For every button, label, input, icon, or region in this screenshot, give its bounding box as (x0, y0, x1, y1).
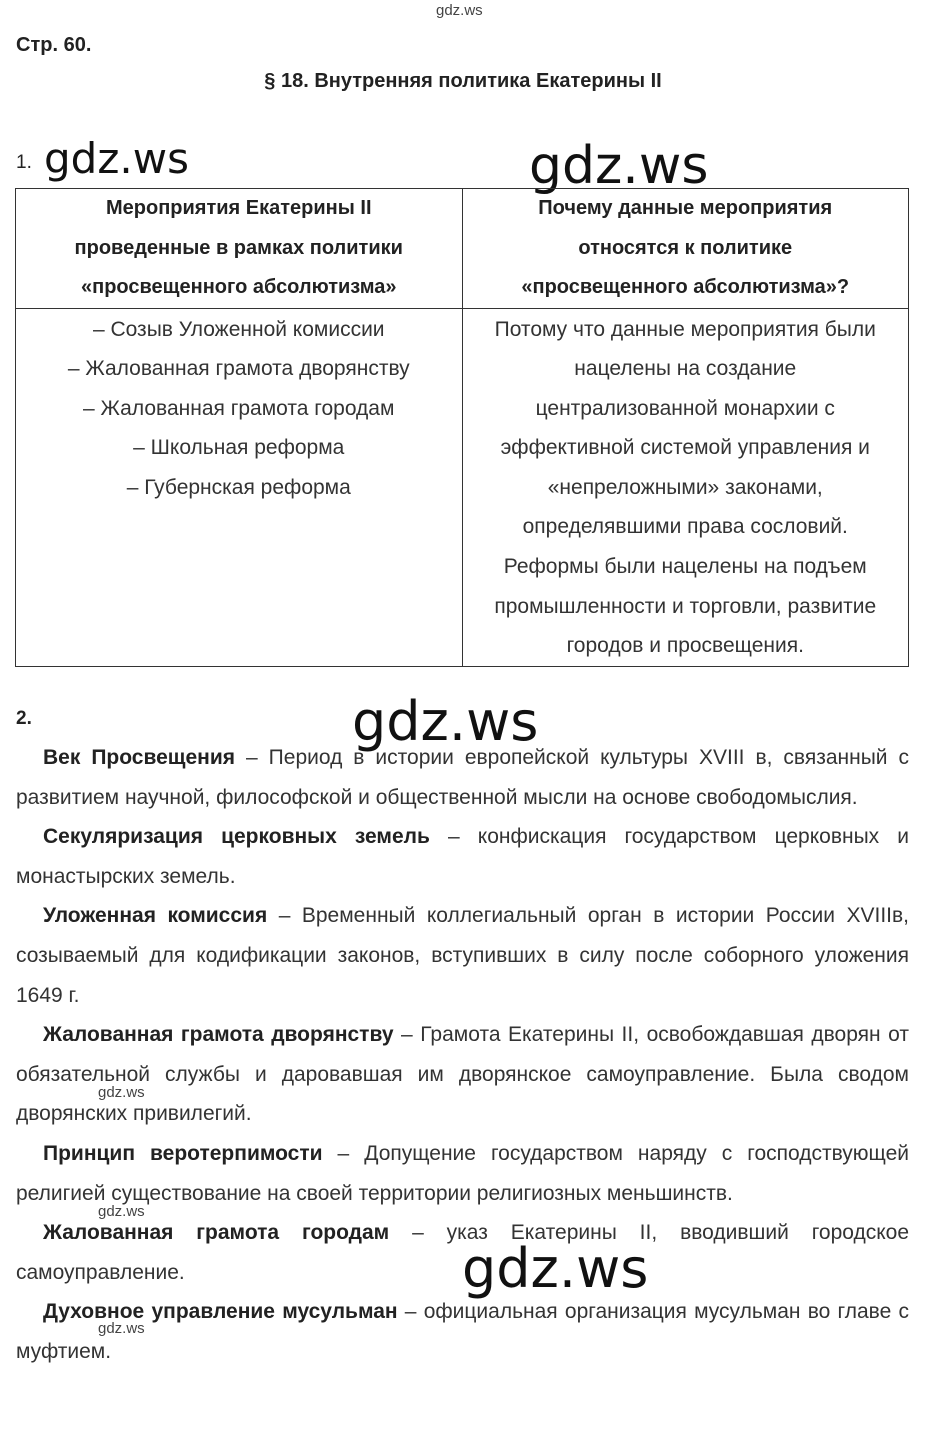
definition (16, 896, 909, 1015)
definition (16, 1292, 909, 1371)
explanation-line: централизованной монархии с (535, 396, 835, 420)
header-line: Мероприятия Екатерины II (105, 197, 372, 219)
definition-text: – Временный коллегиальный орган в истории России XVIIIв, созываемый для кодификации законов, вступивших в силу после соборного уложения 1649 г. (16, 904, 910, 1007)
measures-table (15, 188, 909, 667)
definition (16, 1134, 909, 1213)
watermark-large: gdz.ws (529, 136, 709, 196)
definition-term: Жалованная грамота городам (43, 1221, 390, 1245)
table-header-row (16, 189, 909, 309)
measures-cell (16, 308, 463, 666)
watermark-large: gdz.ws (462, 1237, 649, 1300)
list-item: – Школьная реформа (133, 436, 345, 460)
watermark-small: gdz.ws (98, 1320, 145, 1337)
section-title: § 18. Внутренняя политика Екатерины II (264, 70, 662, 92)
definition (16, 738, 909, 817)
explanation-line: городов и просвещения. (566, 634, 804, 658)
page-number: Стр. 60. (16, 34, 92, 56)
explanation-line: определявшими права сословий. (522, 515, 848, 539)
header-line: относятся к политике (578, 236, 793, 259)
explanation-line: промышленности и торговли, развитие (494, 594, 877, 618)
table-row (16, 308, 909, 666)
table-header-cell (16, 189, 463, 309)
watermark-large: gdz.ws (352, 690, 539, 753)
list-item: – Жалованная грамота городам (83, 396, 395, 420)
header-line: «просвещенного абсолютизма»? (521, 276, 850, 298)
list-item: – Созыв Уложенной комиссии (92, 317, 385, 341)
list-item: – Жалованная грамота дворянству (67, 357, 410, 381)
header-line: «просвещенного абсолютизма» (80, 276, 397, 298)
definition-text: – Период в истории европейской культуры XVIII в, связанный с развитием научной, философской и общественной мысли на основе свободомыслия. (16, 746, 910, 809)
task-number: 2. (16, 708, 32, 729)
list-item: – Губернская реформа (126, 475, 351, 499)
watermark-small: gdz.ws (98, 1084, 145, 1101)
explanation-line: Реформы были нацелены на подъем (503, 555, 867, 579)
header-line: проведенные в рамках политики (74, 236, 403, 259)
explanation-line: эффективной системой управления и (500, 436, 870, 460)
definition-term: Духовное управление мусульман (43, 1300, 398, 1324)
definition-term: Принцип веротерпимости (43, 1141, 323, 1165)
definition-text: – официальная организация мусульман во главе с муфтием. (16, 1300, 910, 1363)
definition-term: Уложенная комиссия (43, 904, 268, 928)
definition (16, 817, 909, 896)
definition-text: – конфискация государством церковных и монастырских земель. (16, 825, 909, 888)
definition-text: – Допущение государством наряду с господствующей религией существование на своей территории религиозных меньшинств. (16, 1141, 910, 1205)
definition (16, 1213, 909, 1292)
task-number: 1. (16, 152, 32, 173)
definition (16, 1015, 909, 1134)
explanation-cell (462, 308, 909, 666)
definition-text: – указ Екатерины II, вводивший городское самоуправление. (16, 1221, 910, 1284)
explanation-line: «непреложными» законами, (547, 475, 823, 499)
watermark-small: gdz.ws (98, 1203, 145, 1220)
explanation-line: Потому что данные мероприятия были (494, 317, 876, 341)
definitions-list (16, 738, 909, 1372)
explanation-line: нацелены на создание (574, 357, 797, 381)
table-header-cell (462, 189, 909, 309)
watermark-top: gdz.ws (436, 2, 483, 19)
definition-term: Жалованная грамота дворянству (43, 1023, 394, 1047)
definition-text: – Грамота Екатерины II, освобождавшая дворян от обязательной службы и даровавшая им дворянское самоуправление. Была сводом дворянских привилегий. (16, 1023, 909, 1126)
definition-term: Век Просвещения (43, 746, 236, 769)
watermark-large: gdz.ws (44, 134, 189, 183)
definition-term: Секуляризация церковных земель (43, 825, 430, 849)
header-line: Почему данные мероприятия (538, 197, 833, 219)
